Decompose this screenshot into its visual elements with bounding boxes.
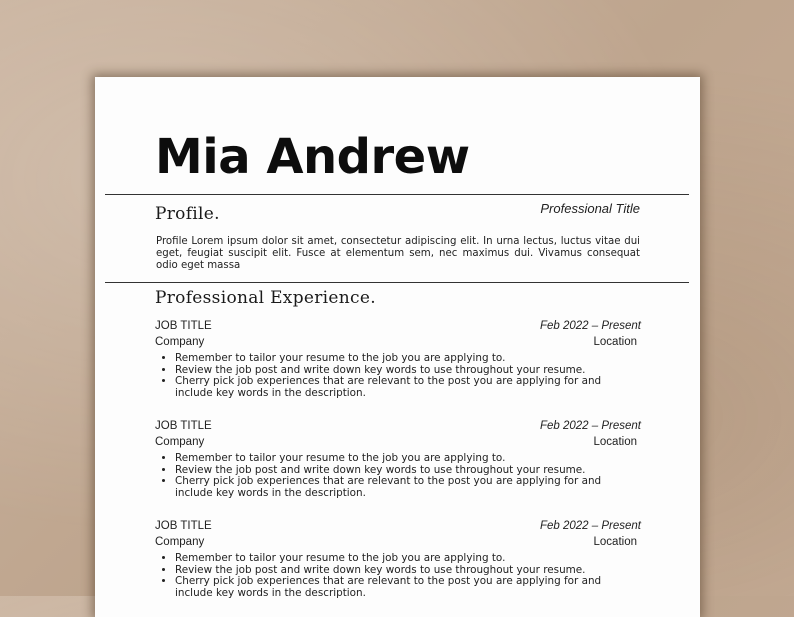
- job-entry: [155, 420, 641, 510]
- candidate-name: Mia Andrew: [155, 129, 470, 185]
- job-dates: Feb 2022 – Present: [539, 320, 641, 332]
- job-entry: [155, 320, 641, 410]
- job-bullets: [156, 553, 635, 599]
- bullet-item: • Remember to tailor your resume to the job you are applying to.: [175, 553, 635, 565]
- header-divider: [105, 194, 689, 195]
- profile-text: Profile Lorem ipsum dolor sit amet, consectetur adipiscing elit. In urna lectus, luctus vitae dui eget, feugiat suscipit elit. Fusce at elementum sem, nec maximus dui. Vivamus consequat odio eget massa: [156, 236, 640, 271]
- bullet-item: • Review the job post and write down key words to use throughout your resume.: [175, 465, 635, 477]
- job-title: JOB TITLE: [155, 520, 212, 532]
- bullet-item: • Remember to tailor your resume to the job you are applying to.: [175, 453, 635, 465]
- bullet-item: • Cherry pick job experiences that are relevant to the post you are applying for and include key words in the description.: [175, 376, 635, 399]
- job-title: JOB TITLE: [155, 420, 212, 432]
- job-location: Location: [593, 436, 637, 448]
- profile-divider: [105, 282, 689, 283]
- job-bullets: [156, 353, 635, 399]
- resume-page: [95, 77, 700, 617]
- company-name: Company: [155, 336, 205, 348]
- profile-heading: Profile.: [155, 204, 220, 224]
- company-name: Company: [155, 436, 205, 448]
- bullet-item: • Cherry pick job experiences that are relevant to the post you are applying for and include key words in the description.: [175, 476, 635, 499]
- job-title: JOB TITLE: [155, 320, 212, 332]
- bullet-item: • Remember to tailor your resume to the job you are applying to.: [175, 353, 635, 365]
- experience-heading: Professional Experience.: [155, 288, 376, 308]
- job-dates: Feb 2022 – Present: [539, 520, 641, 532]
- bullet-item: • Review the job post and write down key words to use throughout your resume.: [175, 565, 635, 577]
- job-location: Location: [593, 536, 637, 548]
- job-location: Location: [593, 336, 637, 348]
- job-entry: [155, 520, 641, 610]
- bullet-item: • Review the job post and write down key words to use throughout your resume.: [175, 365, 635, 377]
- bullet-item: • Cherry pick job experiences that are relevant to the post you are applying for and include key words in the description.: [175, 576, 635, 599]
- job-dates: Feb 2022 – Present: [539, 420, 641, 432]
- job-bullets: [156, 453, 635, 499]
- company-name: Company: [155, 536, 205, 548]
- professional-title: Professional Title: [540, 201, 640, 216]
